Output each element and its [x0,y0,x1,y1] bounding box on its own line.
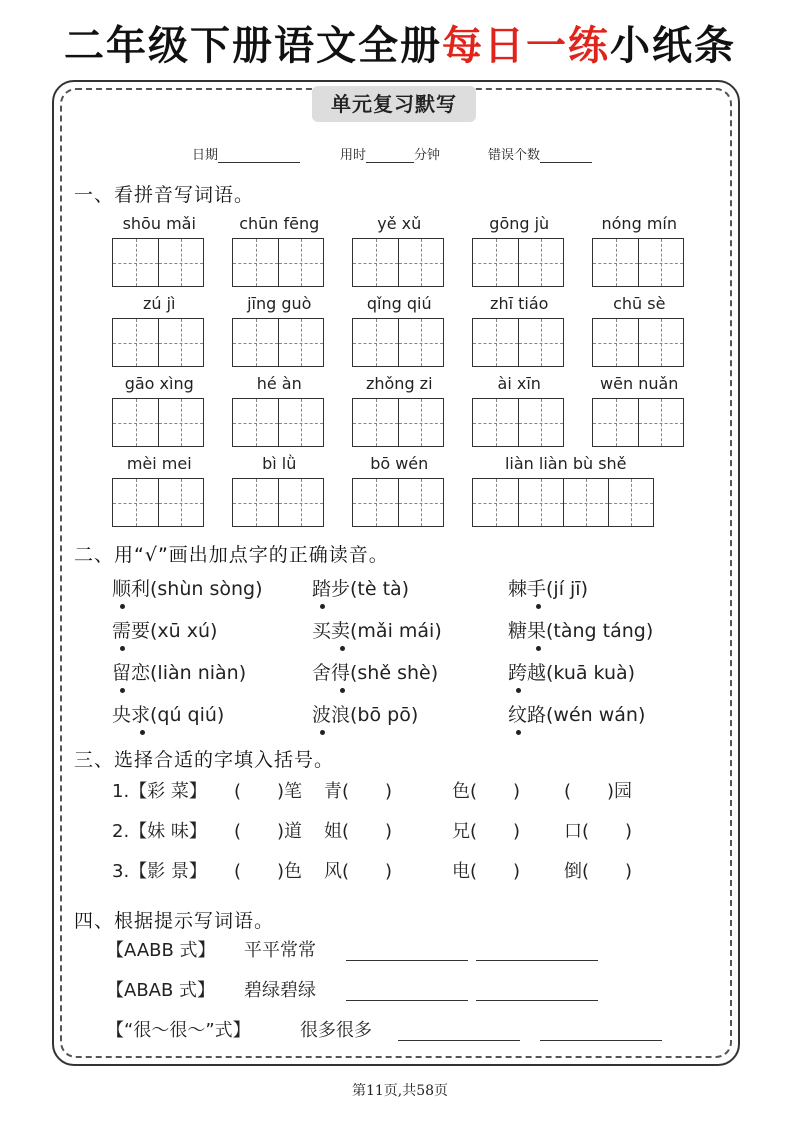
fill-blank-item[interactable]: 风( ) [324,861,393,882]
answer-box[interactable] [592,318,684,367]
answer-box[interactable] [352,398,444,447]
pronunciation-item[interactable]: 纹路(wén wán) [508,704,646,726]
tian-cell[interactable] [518,239,563,286]
pattern-label: 【“很～很～”式】 [106,1020,251,1041]
pinyin-label: gōng jù [489,214,550,233]
tian-cell[interactable] [113,239,158,286]
pinyin-label: jīng guò [247,294,312,313]
pronunciation-item[interactable]: 留恋(liàn niàn) [112,662,247,684]
tian-cell[interactable] [473,479,518,526]
page-footer: 第11页,共58页 [351,1083,449,1099]
emphasis-dot [536,604,541,609]
answer-box[interactable] [592,398,684,447]
pronunciation-item[interactable]: 需要(xū xú) [112,620,218,642]
tian-cell[interactable] [158,239,203,286]
tian-cell[interactable] [398,479,443,526]
tian-cell[interactable] [353,479,398,526]
answer-box[interactable] [352,238,444,287]
answer-box[interactable] [472,318,564,367]
emphasis-dot [536,646,541,651]
page-title [0,14,800,71]
emphasis-dot [320,604,325,609]
pinyin-label: chūn fēng [239,214,320,233]
pinyin-label: bō wén [370,454,429,473]
answer-box[interactable] [232,318,324,367]
unit-banner: 单元复习默写 [312,86,476,122]
emphasis-dot [340,646,345,651]
section-1-title: 一、看拼音写词语。 [74,184,255,206]
answer-line[interactable] [398,1040,520,1041]
fill-blank-item[interactable]: ( )道 [234,821,303,842]
time-unit: 分钟 [414,148,441,163]
pattern-example: 很多很多 [300,1020,372,1041]
answer-box[interactable] [352,318,444,367]
fill-blank-item[interactable]: ( )笔 [234,781,303,802]
pattern-example: 平平常常 [244,940,316,961]
answer-line[interactable] [346,1000,468,1001]
pinyin-label: hé àn [256,374,302,393]
tian-cell[interactable] [473,399,518,446]
tian-cell[interactable] [353,319,398,366]
fill-blank-item[interactable]: 色( ) [452,781,521,802]
answer-box[interactable] [112,398,204,447]
fill-blank-item[interactable]: 姐( ) [324,821,393,842]
tian-cell[interactable] [353,239,398,286]
tian-cell[interactable] [518,399,563,446]
title-part-1: 二年级下册语文全册 [64,22,442,69]
pronunciation-item[interactable]: 舍得(shě shè) [312,662,439,684]
emphasis-dot [340,688,345,693]
char-pair-label: 3.【影 景】 [112,861,207,882]
pinyin-label: yě xǔ [377,214,422,233]
tian-cell[interactable] [638,319,683,366]
tian-cell[interactable] [233,479,278,526]
pinyin-label: qǐng qiú [366,294,432,313]
emphasis-dot [120,688,125,693]
tian-cell[interactable] [233,399,278,446]
tian-cell[interactable] [278,399,323,446]
answer-line[interactable] [540,1040,662,1041]
time-blank[interactable] [366,162,414,163]
answer-box[interactable] [112,478,204,527]
tian-cell[interactable] [158,399,203,446]
pinyin-label: zhī tiáo [490,294,549,313]
answer-line[interactable] [476,960,598,961]
pinyin-label: liàn liàn bù shě [504,454,627,473]
pattern-label: 【AABB 式】 [106,940,216,961]
emphasis-dot [140,730,145,735]
fill-blank-item[interactable]: ( )色 [234,861,303,882]
pronunciation-item[interactable]: 踏步(tè tà) [312,578,410,600]
pattern-example: 碧绿碧绿 [244,980,316,1001]
tian-cell[interactable] [593,319,638,366]
answer-box[interactable] [112,318,204,367]
pronunciation-item[interactable]: 跨越(kuā kuà) [508,662,636,684]
answer-box[interactable] [472,398,564,447]
answer-box[interactable] [472,478,654,527]
emphasis-dot [516,688,521,693]
pronunciation-item[interactable]: 顺利(shùn sòng) [112,578,263,600]
pinyin-label: wēn nuǎn [600,374,679,393]
pinyin-label: chū sè [613,294,666,313]
date-field [192,144,300,163]
tian-cell[interactable] [518,479,563,526]
pronunciation-item[interactable]: 波浪(bō pō) [312,704,419,726]
answer-box[interactable] [232,398,324,447]
emphasis-dot [320,730,325,735]
pinyin-label: mèi mei [126,454,192,473]
tian-cell[interactable] [593,399,638,446]
tian-cell[interactable] [113,399,158,446]
fill-blank-item[interactable]: 倒( ) [564,861,633,882]
pinyin-label: nóng mín [601,214,677,233]
tian-cell[interactable] [113,479,158,526]
tian-cell[interactable] [278,239,323,286]
fill-blank-item[interactable]: 青( ) [324,781,393,802]
section-3-title: 三、选择合适的字填入括号。 [74,749,335,771]
tian-cell[interactable] [278,479,323,526]
tian-cell[interactable] [638,399,683,446]
tian-cell[interactable] [563,479,608,526]
tian-cell[interactable] [233,319,278,366]
errors-label: 错误个数 [488,148,541,163]
pinyin-label: shōu mǎi [122,214,196,233]
emphasis-dot [120,646,125,651]
pinyin-label: ài xīn [497,374,541,393]
tian-cell[interactable] [233,239,278,286]
tian-cell[interactable] [113,319,158,366]
pinyin-label: zhǒng zi [365,374,433,393]
pronunciation-item[interactable]: 买卖(mǎi mái) [312,620,442,642]
pinyin-label: zú jì [142,294,176,313]
answer-box[interactable] [112,238,204,287]
section-2-title: 二、用“√”画出加点字的正确读音。 [74,544,389,566]
tian-cell[interactable] [593,239,638,286]
tian-cell[interactable] [398,319,443,366]
fill-blank-item[interactable]: ( )园 [564,781,633,802]
tian-cell[interactable] [398,399,443,446]
tian-cell[interactable] [608,479,653,526]
time-label: 用时 [340,148,367,163]
pattern-label: 【ABAB 式】 [106,980,216,1001]
char-pair-label: 2.【妹 味】 [112,821,207,842]
errors-field [488,144,592,163]
emphasis-dot [120,604,125,609]
answer-box[interactable] [232,238,324,287]
fill-blank-item[interactable]: 电( ) [452,861,521,882]
tian-cell[interactable] [473,319,518,366]
title-part-2: 每日一练 [442,22,610,69]
errors-blank[interactable] [540,162,592,163]
tian-cell[interactable] [278,319,323,366]
answer-line[interactable] [476,1000,598,1001]
emphasis-dot [516,730,521,735]
tian-cell[interactable] [158,319,203,366]
time-field [340,144,440,163]
tian-cell[interactable] [158,479,203,526]
tian-cell[interactable] [638,239,683,286]
fill-blank-item[interactable]: 兄( ) [452,821,521,842]
date-blank[interactable] [218,162,300,163]
answer-box[interactable] [472,238,564,287]
fill-blank-item[interactable]: 口( ) [564,821,633,842]
char-pair-label: 1.【彩 菜】 [112,781,207,802]
pronunciation-item[interactable]: 糖果(tàng táng) [508,620,654,642]
tian-cell[interactable] [473,239,518,286]
pronunciation-item[interactable]: 棘手(jí jī) [508,578,588,600]
pronunciation-item[interactable]: 央求(qú qiú) [112,704,225,726]
section-4-title: 四、根据提示写词语。 [74,910,275,932]
pinyin-label: bì lǜ [262,454,297,473]
tian-cell[interactable] [353,399,398,446]
tian-cell[interactable] [518,319,563,366]
answer-line[interactable] [346,960,468,961]
date-label: 日期 [192,148,219,163]
answer-box[interactable] [232,478,324,527]
answer-box[interactable] [592,238,684,287]
tian-cell[interactable] [398,239,443,286]
pinyin-label: gāo xìng [124,374,194,393]
title-part-3: 小纸条 [610,22,736,69]
answer-box[interactable] [352,478,444,527]
